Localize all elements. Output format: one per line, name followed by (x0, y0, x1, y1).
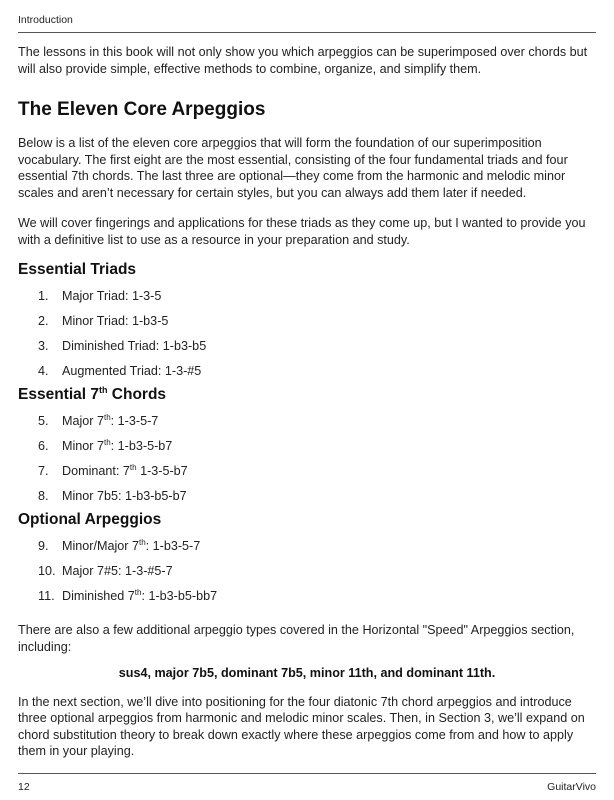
heading-7th-post: Chords (107, 386, 167, 403)
list-item (18, 588, 596, 604)
list-item (18, 288, 596, 304)
list-item-label: Minor 7 (62, 439, 104, 453)
list-item-label: Diminished 7 (62, 589, 135, 603)
list-item-formula: : 1-b3-b5-bb7 (141, 589, 218, 603)
heading-essential-triads: Essential Triads (18, 261, 137, 278)
list-item-label: Major 7#5: 1-3-#5-7 (62, 564, 173, 578)
list-item-formula: : 1-3-5-7 (110, 414, 159, 428)
list-item (18, 313, 596, 329)
main-heading: The Eleven Core Arpeggios (18, 99, 266, 120)
list-item-superscript: th (104, 437, 111, 447)
list-item-number: 8. (38, 489, 49, 503)
paragraph-fingerings: We will cover fingerings and applications for these triads as they come up, but I wanted to provide you with a definitive list to use as a resource in your preparation and study. (18, 216, 586, 247)
list-essential-triads (18, 288, 596, 379)
list-item-number: 10. (38, 564, 56, 578)
heading-7th-pre: Essential 7 (18, 386, 99, 403)
list-item-superscript: th (129, 462, 137, 472)
list-item-label: Minor Triad: 1-b3-5 (62, 314, 169, 328)
heading-7th-sup: th (99, 384, 108, 395)
page-footer (18, 773, 596, 798)
list-item-label: Augmented Triad: 1-3-#5 (62, 364, 202, 378)
list-item-label: Dominant: 7 (62, 464, 130, 478)
list-item-number: 9. (38, 539, 49, 553)
paragraph-arpeggio-list-intro: Below is a list of the eleven core arpeggios that will form the foundation of our superimposition vocabulary. The first eight are the most essential, consisting of the four fundamental triads and four essential 7th chords. The last three are optional—they come from the harmonic and melodic minor scales and aren’t necessary for certain styles, but you can always add them later if needed. (18, 136, 568, 200)
list-item-number: 7. (38, 464, 49, 478)
list-item-label: Minor/Major 7 (62, 539, 139, 553)
list-item-formula: : 1-b3-5-7 (145, 539, 201, 553)
list-item (18, 413, 596, 429)
list-item-number: 4. (38, 364, 49, 378)
list-item-number: 2. (38, 314, 49, 328)
page-header (18, 0, 596, 33)
list-item (18, 438, 596, 454)
list-item-number: 1. (38, 289, 49, 303)
list-item-superscript: th (134, 587, 142, 597)
page-number: 12 (18, 781, 30, 793)
list-item-label: Diminished Triad: 1-b3-b5 (62, 339, 207, 353)
list-item (18, 488, 596, 504)
list-item-number: 11. (38, 589, 55, 603)
list-item (18, 538, 596, 554)
list-item-number: 6. (38, 439, 49, 453)
paragraph-next-section: In the next section, we’ll dive into positioning for the four diatonic 7th chord arpeggios and introduce three optional arpeggios from harmonic and melodic minor scales. Then, in Section 3, we’ll expand on chord substitution theory to break down exactly where these arpeggios come from and how to apply them in your playing. (18, 694, 585, 759)
list-item-number: 3. (38, 339, 49, 353)
list-item-number: 5. (38, 414, 49, 428)
list-item-label: Minor 7b5: 1-b3-b5-b7 (62, 489, 187, 503)
list-item-superscript: th (138, 537, 146, 547)
footer-brand: GuitarVivo (547, 781, 596, 793)
heading-essential-7th-chords (18, 385, 596, 405)
list-item (18, 563, 596, 579)
page-content (18, 44, 596, 760)
list-item-label: Major Triad: 1-3-5 (62, 289, 162, 303)
list-item-formula: 1-3-5-b7 (136, 464, 188, 478)
list-optional-arpeggios (18, 538, 596, 604)
header-section-label: Introduction (18, 14, 73, 26)
list-item-superscript: th (104, 412, 111, 422)
additional-arpeggio-types: sus4, major 7b5, dominant 7b5, minor 11th, and dominant 11th. (118, 666, 496, 680)
list-essential-7th-chords (18, 413, 596, 504)
paragraph-additional-types: There are also a few additional arpeggio types covered in the Horizontal "Speed" Arpeggios section, including: (18, 623, 575, 654)
list-item (18, 338, 596, 354)
list-item-formula: : 1-b3-5-b7 (110, 439, 173, 453)
heading-optional-arpeggios: Optional Arpeggios (18, 511, 162, 528)
list-item (18, 463, 596, 479)
list-item (18, 363, 596, 379)
list-item-label: Major 7 (62, 414, 104, 428)
intro-paragraph: The lessons in this book will not only show you which arpeggios can be superimposed over chords but will also provide simple, effective methods to combine, organize, and simplify them. (18, 45, 588, 76)
